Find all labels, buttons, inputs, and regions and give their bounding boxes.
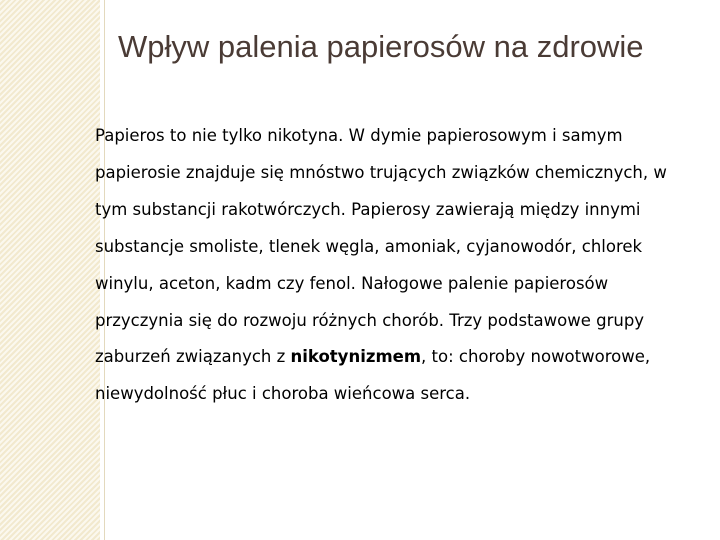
decorative-side-band — [0, 0, 100, 540]
body-text-part-1: Papieros to nie tylko nikotyna. W dymie papierosowym i samym papierosie znajduje się mnóstwo trujących związków chemicznych, w tym substancji rakotwórczych. Papierosy zawierają między innymi substancje smoliste, tlenek węgla, amoniak, cyjanowodór, chlorek winylu, aceton, kadm czy fenol. Nałogowe palenie papierosów przyczynia się do rozwoju różnych chorób. Trzy podstawowe grupy zaburzeń związanych z — [95, 126, 667, 367]
slide-title: Wpływ palenia papierosów na zdrowie — [118, 29, 644, 64]
body-text-part-2: , to: choroby nowotworowe, niewydolność płuc i choroba wieńcowa serca. — [95, 347, 651, 404]
body-text-bold-term: nikotynizmem — [290, 347, 422, 367]
slide-body-text — [95, 118, 695, 413]
